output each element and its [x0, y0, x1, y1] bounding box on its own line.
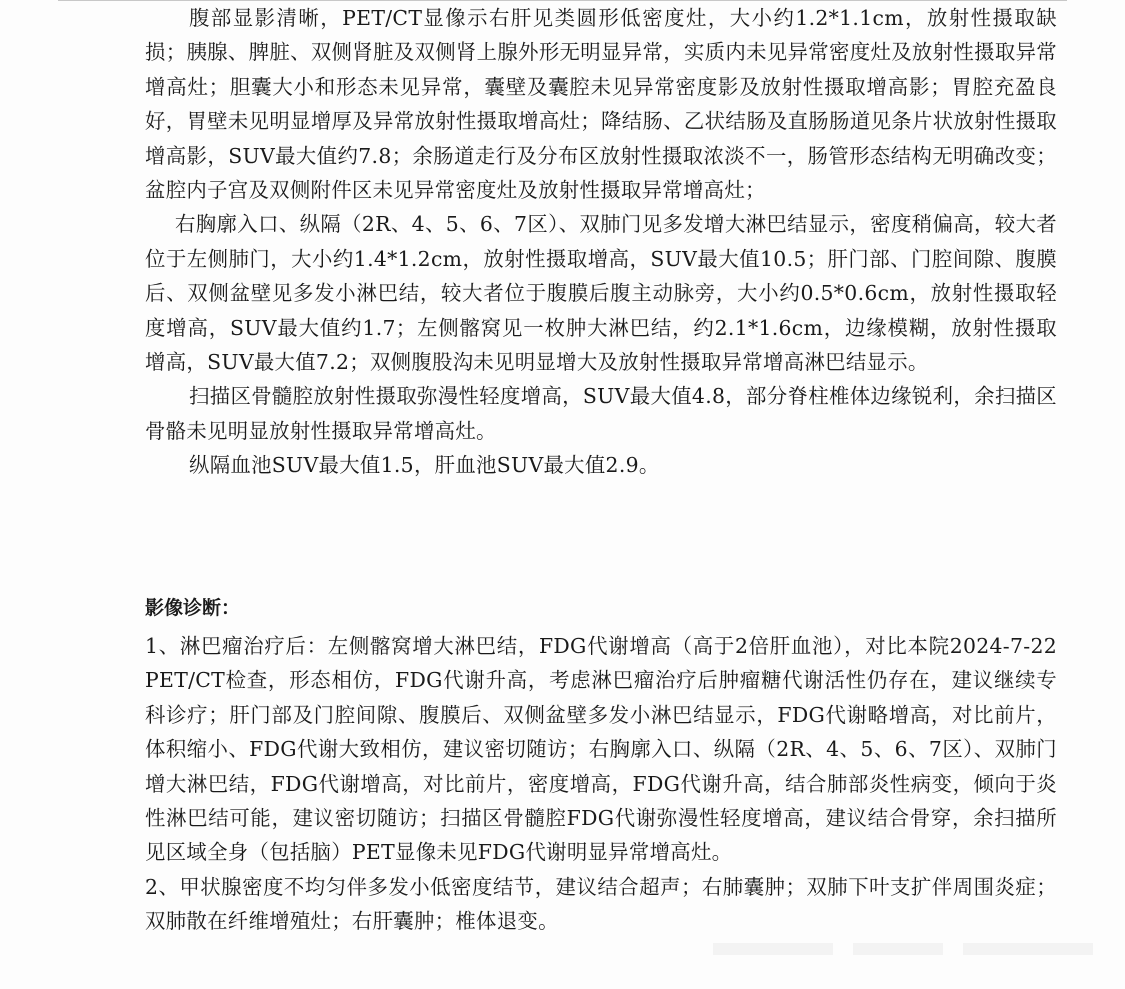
diagnosis-item-2: 2、甲状腺密度不均匀伴多发小低密度结节，建议结合超声；右肺囊肿；双肺下叶支扩伴周围炎症；双肺散在纤维增殖灶；右肝囊肿；椎体退变。	[145, 874, 1057, 934]
diagnosis-item-1: 1、淋巴瘤治疗后：左侧髂窝增大淋巴结，FDG代谢增高（高于2倍肝血池），对比本院2024-7-22 PET/CT检查，形态相仿，FDG代谢升高，考虑淋巴瘤治疗后肿瘤糖代谢活性仍存在，建议继续专科诊疗；肝门部及门腔间隙、腹膜后、双侧盆壁多发小淋巴结显示，FDG代谢略增高，对比前片，体积缩小、FDG代谢大致相仿，建议密切随访；右胸廓入口、纵隔（2R、4、5、6、7区）、双肺门增大淋巴结，FDG代谢增高，对比前片，密度增高，FDG代谢升高，结合肺部炎性病变，倾向于炎性淋巴结可能，建议密切随访；扫描区骨髓腔FDG代谢弥漫性轻度增高，建议结合骨穿，余扫描所见区域全身（包括脑）PET显像未见FDG代谢明显异常增高灶。	[145, 634, 1057, 865]
diagnosis-heading: 影像诊断：	[145, 597, 241, 619]
findings-section	[145, 1, 1057, 483]
findings-paragraph-abdomen: 腹部显影清晰，PET/CT显像示右肝见类圆形低密度灶，大小约1.2*1.1cm，放射性摄取缺损；胰腺、脾脏、双侧肾脏及双侧肾上腺外形无明显异常，实质内未见异常密度灶及放射性摄取异常增高灶；胆囊大小和形态未见异常，囊壁及囊腔未见异常密度影及放射性摄取增高影；胃腔充盈良好，胃壁未见明显增厚及异常放射性摄取增高灶；降结肠、乙状结肠及直肠肠道见条片状放射性摄取增高影，SUV最大值约7.8；余肠道走行及分布区放射性摄取浓淡不一，肠管形态结构无明确改变；盆腔内子宫及双侧附件区未见异常密度灶及放射性摄取异常增高灶；	[145, 6, 1057, 203]
diagnosis-section	[145, 629, 1057, 939]
findings-paragraph-lymph-nodes: 右胸廓入口、纵隔（2R、4、5、6、7区）、双肺门见多发增大淋巴结显示，密度稍偏高，较大者位于左侧肺门，大小约1.4*1.2cm，放射性摄取增高，SUV最大值10.5；肝门部、门腔间隙、腹膜后、双侧盆壁见多发小淋巴结，较大者位于腹膜后腹主动脉旁，大小约0.5*0.6cm，放射性摄取轻度增高，SUV最大值约1.7；左侧髂窝见一枚肿大淋巴结，约2.1*1.6cm，边缘模糊，放射性摄取增高，SUV最大值7.2；双侧腹股沟未见明显增大及放射性摄取异常增高淋巴结显示。	[145, 212, 1057, 375]
findings-paragraph-blood-pool: 纵隔血池SUV最大值1.5，肝血池SUV最大值2.9。	[189, 453, 660, 478]
findings-paragraph-bone-marrow: 扫描区骨髓腔放射性摄取弥漫性轻度增高，SUV最大值4.8，部分脊柱椎体边缘锐利，余扫描区骨骼未见明显放射性摄取异常增高灶。	[145, 384, 1057, 443]
faint-watermark	[713, 935, 1093, 963]
